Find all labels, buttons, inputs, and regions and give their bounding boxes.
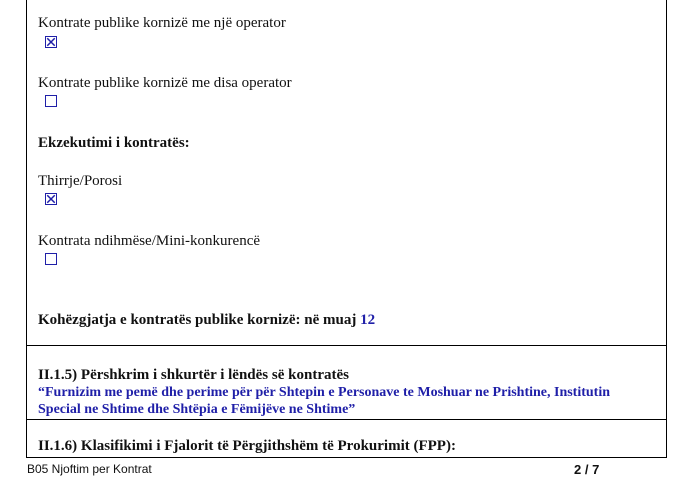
section-divider bbox=[26, 419, 667, 420]
footer-form-code: B05 Njoftim per Kontrat bbox=[27, 462, 152, 476]
duration-row bbox=[38, 311, 375, 329]
section-116-heading: II.1.6) Klasifikimi i Fjalorit të Përgjithshëm të Prokurimit (FPP): bbox=[38, 438, 456, 454]
checkbox-multiple-operators[interactable] bbox=[45, 95, 57, 107]
section-115-description-line-2: Special ne Shtime dhe Shtëpia e Fëmijëve ne Shtime” bbox=[38, 402, 356, 417]
check-mark-icon bbox=[46, 194, 56, 204]
checkbox-mini-competition[interactable] bbox=[45, 253, 57, 265]
check-mark-icon bbox=[46, 37, 56, 47]
checkbox-call-order[interactable] bbox=[45, 193, 57, 205]
section-divider bbox=[26, 345, 667, 346]
section-115-heading: II.1.5) Përshkrim i shkurtër i lëndës së kontratës bbox=[38, 367, 349, 383]
execution-heading: Ekzekutimi i kontratës: bbox=[38, 135, 190, 151]
section-115-description-line-1: “Furnizim me pemë dhe perime për për Shtepin e Personave te Moshuar ne Prishtine, Institutin bbox=[38, 385, 611, 400]
footer-page-number: 2 / 7 bbox=[574, 462, 600, 477]
option-label-call-order: Thirrje/Porosi bbox=[38, 173, 123, 189]
duration-value: 12 bbox=[360, 312, 376, 328]
option-label-multiple-operators: Kontrate publike kornizë me disa operator bbox=[38, 75, 292, 91]
option-label-single-operator: Kontrate publike kornizë me një operator bbox=[38, 15, 286, 31]
checkbox-single-operator[interactable] bbox=[45, 36, 57, 48]
option-label-mini-competition: Kontrata ndihmëse/Mini-konkurencë bbox=[38, 233, 261, 249]
duration-label: Kohëzgjatja e kontratës publike kornizë: në muaj bbox=[38, 312, 357, 328]
